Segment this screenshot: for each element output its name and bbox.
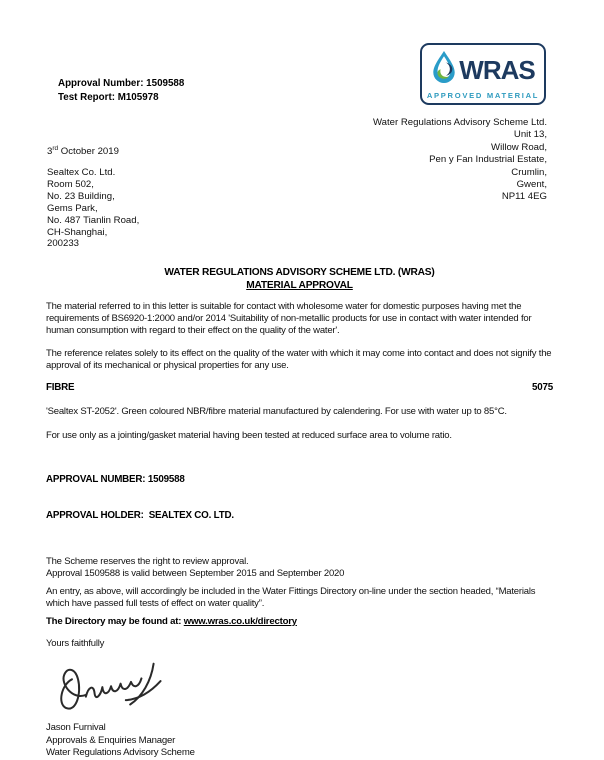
reference-block [58,77,184,104]
sender-address-line: NP11 4EG [501,191,547,203]
material-code: 5075 [532,382,553,393]
paragraph-reference-scope: The reference relates solely to its effect on the quality of the water with which it may come into contact and does not signify the approval of its mechanical or physical properties for any use. [46,348,552,371]
test-report-line: Test Report: M105978 [58,91,159,103]
paragraph-directory-entry: An entry, as above, will accordingly be included in the Water Fittings Directory on-line under the section headed, “Materials which have passed full tests of effect on water quality”. [46,586,536,609]
closing-salutation: Yours faithfully [46,638,105,649]
date-ordinal: rd [52,145,59,152]
signatory-name: Jason Furnival [46,722,106,733]
paragraph-suitability: The material referred to in this letter is suitable for contact with wholesome water for domestic purposes having met the requirements of BS6920-1:2000 and/or 2014 'Suitability of non-metallic products for use in contact with water intended for human consumption with regard to their effect on the quality of the water'. [46,301,532,336]
letter-date [47,145,119,157]
recipient-address-line: No. 487 Tianlin Road, [47,214,140,226]
paragraph-material-description: 'Sealtex ST-2052'. Green coloured NBR/fibre material manufactured by calendering. For use with water up to 85°C. [46,406,507,417]
date-day: 3 [47,146,53,158]
sender-address-line: Pen y Fan Industrial Estate, [429,154,547,166]
approval-details-block [46,450,553,546]
recipient-address-line: Gems Park, [47,202,98,214]
validity-block [46,556,553,580]
directory-prefix: The Directory may be found at: [46,616,184,627]
review-line: The Scheme reserves the right to review approval. [46,556,249,567]
recipient-address-line: CH-Shanghai, [47,226,108,238]
recipient-address [47,167,139,250]
signatory-title: Approvals & Enquiries Manager [46,734,176,746]
date-rest: October 2019 [58,146,119,158]
sender-address-line: Water Regulations Advisory Scheme Ltd. [372,117,547,128]
recipient-address-line: Sealtex Co. Ltd. [47,167,116,178]
logo-brand-text: WRAS [459,54,535,85]
approval-number-bold-line: APPROVAL NUMBER: 1509588 [46,474,185,485]
material-row [46,382,553,394]
water-drop-icon [431,50,457,89]
recipient-address-line: Room 502, [47,178,94,190]
sender-address-line: Willow Road, [491,141,547,153]
logo-tagline: APPROVED MATERIAL [426,91,540,100]
material-name: FIBRE [46,382,75,393]
sender-address [373,117,547,204]
paragraph-use-restriction: For use only as a jointing/gasket material having been tested at reduced surface area to volume ratio. [46,430,452,441]
recipient-address-line: 200233 [47,238,80,250]
signatory-block [46,722,553,760]
signatory-org: Water Regulations Advisory Scheme [46,747,195,759]
logo-row [431,50,534,89]
letter-body [0,266,604,760]
letter-heading [46,266,553,292]
sender-address-line: Gwent, [516,179,547,191]
sender-address-line: Crumlin, [511,166,547,178]
signature-scribble [52,655,184,721]
sender-address-line: Unit 13, [513,129,547,141]
approval-holder-bold-line: APPROVAL HOLDER: SEALTEX CO. LTD. [46,510,234,521]
heading-line2: MATERIAL APPROVAL [246,280,353,291]
directory-link-line [46,616,553,628]
recipient-address-line: No. 23 Building, [47,190,115,202]
directory-url-link[interactable]: www.wras.co.uk/directory [183,616,297,627]
approval-number-line: Approval Number: 1509588 [58,78,185,89]
validity-line: Approval 1509588 is valid between September 2015 and September 2020 [46,568,345,579]
heading-line1: WATER REGULATIONS ADVISORY SCHEME LTD. (WRAS) [164,267,435,278]
wras-approved-material-logo [420,43,546,105]
